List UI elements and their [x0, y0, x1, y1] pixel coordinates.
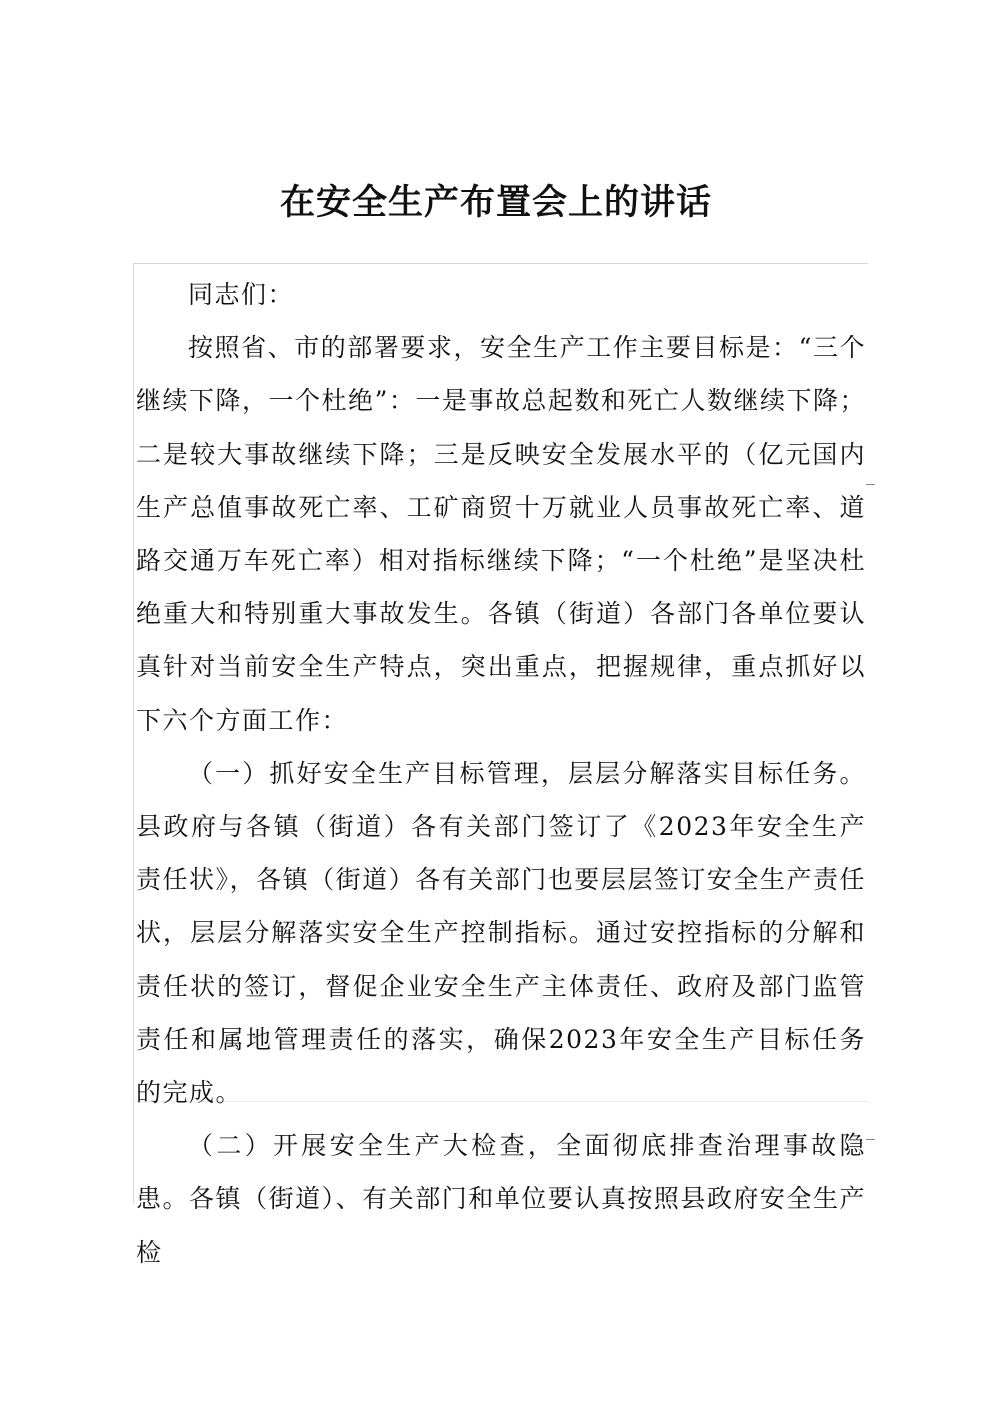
- salutation-paragraph: 同志们：: [188, 280, 295, 309]
- body-paragraph: 按照省、市的部署要求，安全生产工作主要目标是：“三个继续下降，一个杜绝”：一是事故总起数和死亡人数继续下降；二是较大事故继续下降；三是反映安全发展水平的（亿元国内生产总值事故死亡率、工矿商贸十万就业人员事故死亡率、道路交通万车死亡率）相对指标继续下降；“一个杜绝”是坚决杜绝重大和特别重大事故发生。各镇（街道）各部门各单位要认真针对当前安全生产特点，突出重点，把握规律，重点抓好以下六个方面工作：: [136, 333, 866, 735]
- body-paragraph: （一）抓好安全生产目标管理，层层分解落实目标任务。县政府与各镇（街道）各有关部门签订了《2023年安全生产责任状》，各镇（街道）各有关部门也要层层签订安全生产责任状，层层分解落实安全生产控制指标。通过安控指标的分解和责任状的签订，督促企业安全生产主体责任、政府及部门监管责任和属地管理责任的落实，确保2023年安全生产目标任务的完成。: [136, 758, 866, 1108]
- body-paragraph: （二）开展安全生产大检查，全面彻底排查治理事故隐患。各镇（街道）、有关部门和单位要认真按照县政府安全生产检: [136, 1131, 866, 1267]
- document-title: 在安全生产布置会上的讲话: [279, 183, 712, 223]
- paragraph-mark: [866, 1139, 875, 1140]
- paragraph-mark: [866, 484, 875, 485]
- text-frame-left-border: [133, 263, 134, 1203]
- document-body: [136, 268, 866, 1279]
- text-frame-top-border: [133, 263, 868, 264]
